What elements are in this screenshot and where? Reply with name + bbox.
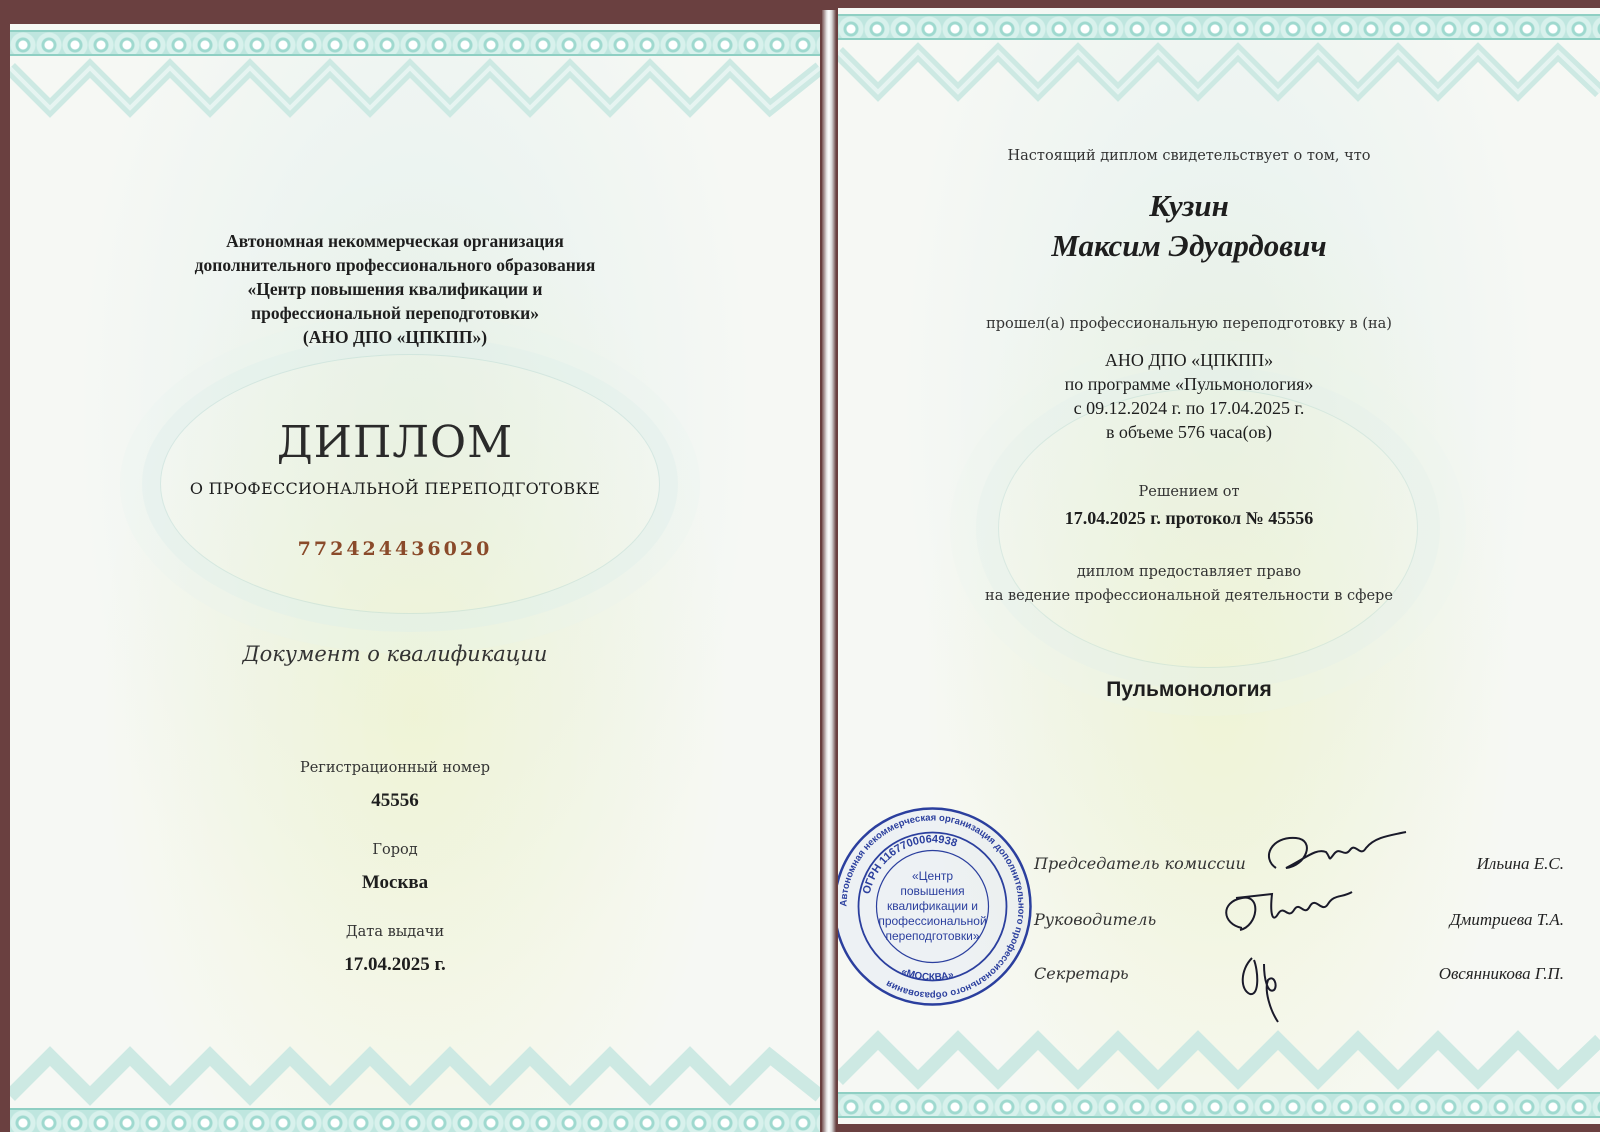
stamp-ring-text: Автономная некоммерческая организация дополнительного профессионального образования [838, 812, 1027, 1001]
bottom-ornament-band [10, 1108, 820, 1132]
passed-training-text: прошел(а) профессиональную переподготовку в (на) [986, 316, 1392, 332]
organization-name [120, 229, 670, 349]
city-label: Город [372, 842, 418, 858]
stamp-center-line: профессиональной [878, 914, 987, 928]
signature-row-chairman [1034, 854, 1564, 884]
org-line: «Центр повышения квалификации и [247, 279, 543, 299]
signature-name: Овсянникова Г.П. [1438, 964, 1564, 983]
stamp-ogrn: ОГРН 1167700064938 [860, 833, 959, 896]
diploma-left-page [10, 24, 820, 1132]
registration-number-value: 45556 [371, 790, 419, 811]
training-organization: АНО ДПО «ЦПКПП» [1104, 350, 1274, 370]
org-line: профессиональной переподготовки» [251, 303, 539, 323]
bottom-guilloche [10, 1046, 820, 1106]
professional-field: Пульмонология [1106, 678, 1272, 701]
handwritten-signature [1256, 828, 1416, 880]
diploma-right-page [838, 8, 1600, 1124]
decision-label: Решением от [1138, 484, 1240, 500]
top-guilloche [838, 42, 1600, 102]
holder-name: Максим Эдуардович [1051, 228, 1327, 263]
diploma-subtitle: О ПРОФЕССИОНАЛЬНОЙ ПЕРЕПОДГОТОВКЕ [189, 479, 601, 498]
training-program: по программе «Пульмонология» [1064, 374, 1314, 394]
stamp-center-line: повышения [900, 884, 965, 898]
org-line: (АНО ДПО «ЦПКПП») [302, 327, 488, 347]
top-ornament-band [10, 30, 820, 56]
signature-name: Ильина Е.С. [1476, 854, 1564, 873]
rights-text-line-1: диплом предоставляет право [1076, 564, 1302, 580]
training-period: с 09.12.2024 г. по 17.04.2025 г. [1073, 398, 1305, 418]
issue-date-label: Дата выдачи [345, 924, 445, 940]
protocol-number: 17.04.2025 г. протокол № 45556 [1064, 508, 1314, 528]
signature-role: Руководитель [1034, 910, 1157, 929]
bottom-ornament-band [838, 1092, 1600, 1118]
handwritten-signature [1234, 950, 1284, 1026]
org-line: дополнительного профессионального образования [194, 255, 596, 275]
book-spine [822, 10, 836, 1132]
handwritten-signature [1212, 884, 1362, 938]
city-value: Москва [361, 872, 429, 893]
signature-role: Секретарь [1034, 964, 1129, 983]
top-ornament-band [838, 14, 1600, 40]
stamp-city: «МОСКВА» [899, 966, 955, 984]
top-guilloche [10, 58, 820, 118]
stamp-center-line: переподготовки» [885, 929, 980, 943]
qualification-document-label: Документ о квалификации [242, 642, 548, 666]
signature-row-secretary [1034, 964, 1564, 994]
stamp-center-line: «Центр [911, 869, 954, 883]
serial-number: 772424436020 [297, 538, 493, 560]
rights-text-line-2: на ведение профессиональной деятельности в сфере [985, 588, 1393, 604]
org-line: Автономная некоммерческая организация [226, 231, 564, 251]
holder-surname: Кузин [1149, 188, 1229, 223]
official-stamp [838, 804, 1035, 1009]
signature-role: Председатель комиссии [1034, 854, 1246, 873]
stamp-center-line: квалификации и [887, 899, 978, 913]
signature-name: Дмитриева Т.А. [1449, 910, 1564, 929]
bottom-guilloche [838, 1030, 1600, 1090]
diploma-title: ДИПЛОМ [276, 417, 514, 468]
signature-row-director [1034, 910, 1564, 940]
registration-number-label: Регистрационный номер [299, 760, 491, 776]
certifies-intro: Настоящий диплом свидетельствует о том, что [1007, 148, 1371, 164]
training-volume: в объеме 576 часа(ов) [1105, 422, 1273, 442]
issue-date-value: 17.04.2025 г. [344, 954, 446, 975]
